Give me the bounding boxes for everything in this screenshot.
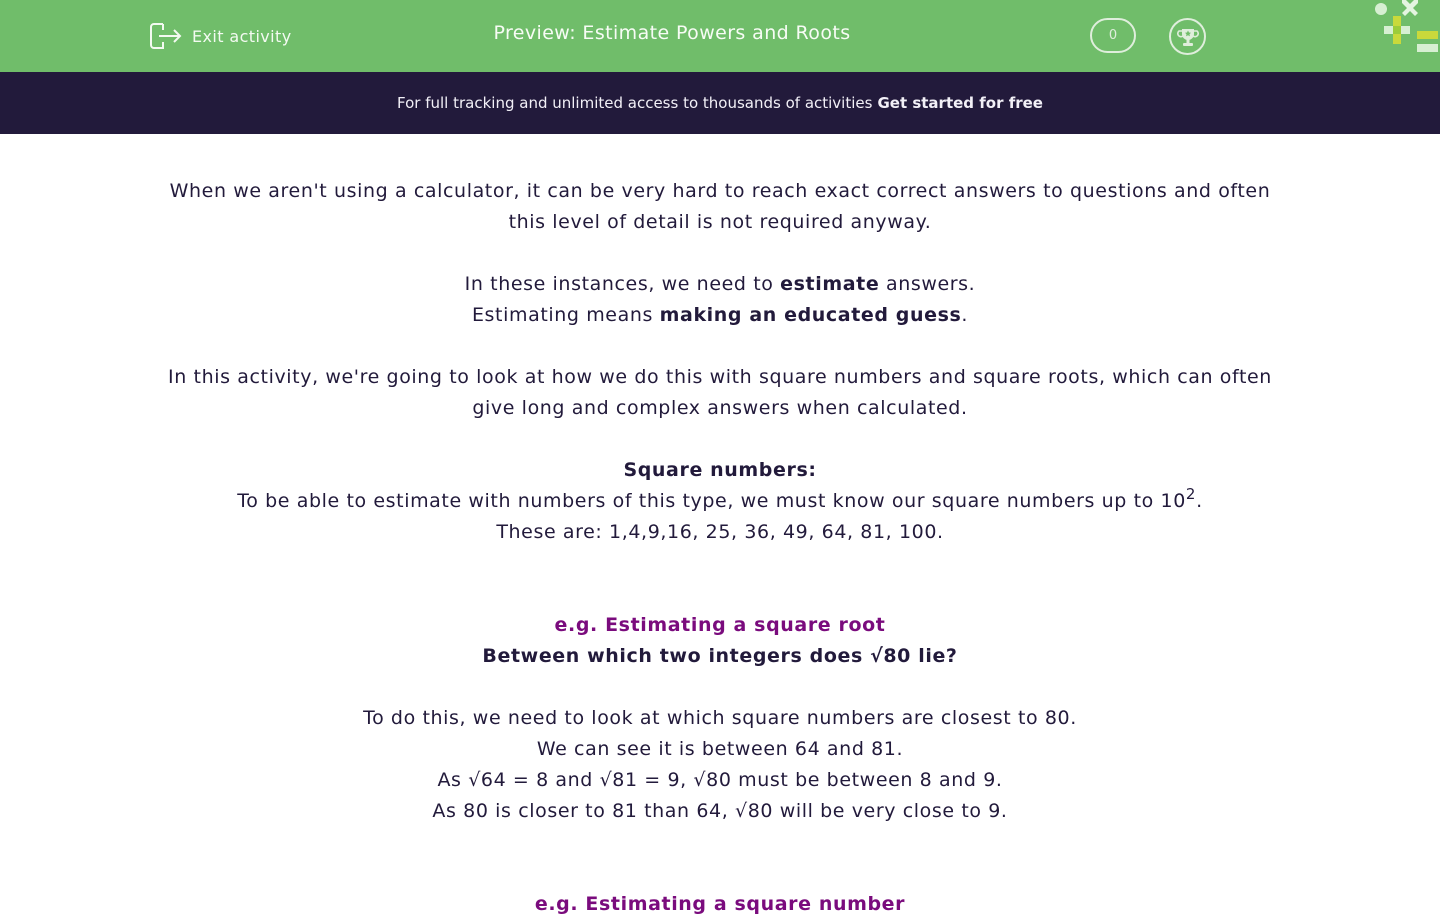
example-heading: e.g. Estimating a square root (554, 614, 886, 636)
exit-label: Exit activity (192, 26, 292, 46)
logo-icon (1368, 0, 1440, 60)
promo-banner (0, 72, 1440, 134)
score-badge: 0 (1090, 18, 1136, 53)
intro-paragraph: When we aren't using a calculator, it can be very hard to reach exact correct answers to questions and often this level of detail is not required anyway. (169, 180, 1271, 233)
example-line: We can see it is between 64 and 81. (536, 738, 904, 760)
banner-text: For full tracking and unlimited access to thousands of activities (397, 94, 873, 112)
estimate-line: In these instances, we need to estimate answers. (464, 273, 976, 295)
trophy-icon (1177, 26, 1199, 48)
get-started-link[interactable]: Get started for free (877, 94, 1043, 112)
estimating-means-line: Estimating means making an educated guess. (471, 304, 969, 326)
example-line: To do this, we need to look at which square numbers are closest to 80. (363, 707, 1077, 729)
example-line: As √64 = 8 and √81 = 9, √80 must be between 8 and 9. (437, 769, 1003, 791)
trophy-button[interactable] (1169, 18, 1206, 55)
example-heading-2: e.g. Estimating a square number (534, 893, 906, 915)
example-question: Between which two integers does √80 lie? (482, 645, 958, 667)
square-numbers-list: These are: 1,4,9,16, 25, 36, 49, 64, 81, 100. (496, 521, 944, 543)
example-line: As 80 is closer to 81 than 64, √80 will be very close to 9. (432, 800, 1008, 822)
page-title: Preview: Estimate Powers and Roots (493, 22, 851, 44)
square-numbers-heading: Square numbers: (623, 459, 817, 481)
top-bar (0, 0, 1440, 72)
square-numbers-line: To be able to estimate with numbers of this type, we must know our square numbers up to $10^2$. (237, 485, 1203, 512)
activity-paragraph: In this activity, we're going to look at how we do this with square numbers and square roots, which can often give long and complex answers when calculated. (168, 366, 1272, 419)
lesson-content (150, 176, 1290, 920)
